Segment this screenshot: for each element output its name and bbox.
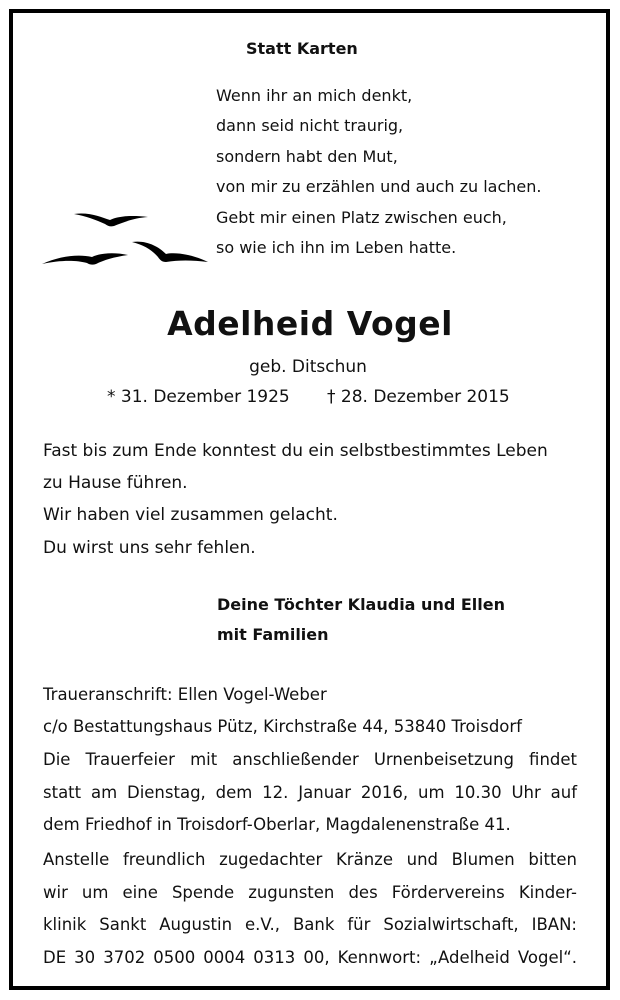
ceremony-line: statt am Dienstag, dem 12. Januar 2016, um 10.30 Uhr auf [43, 782, 577, 802]
address-line: Traueranschrift: Ellen Vogel-Weber [43, 685, 327, 704]
message-line: Du wirst uns sehr fehlen. [43, 537, 256, 558]
ceremony-paragraph [43, 744, 577, 842]
donation-line: Anstelle freundlich zugedachter Kränze und Blumen bitten [43, 850, 577, 869]
death-date: † 28. Dezember 2015 [327, 387, 510, 407]
poem-line: sondern habt den Mut, [216, 146, 398, 166]
deceased-name: Adelheid Vogel [167, 304, 453, 343]
poem-line: von mir zu erzählen und auch zu lachen. [216, 177, 542, 197]
poem [216, 81, 542, 263]
donation-line: klinik Sankt Augustin e.V., Bank für Sozialwirtschaft, IBAN: [43, 915, 577, 934]
poem-line: Gebt mir einen Platz zwischen euch, [216, 207, 507, 227]
poem-line: Wenn ihr an mich denkt, [216, 86, 413, 105]
donation-line: DE 30 3702 0500 0004 0313 00, Kennwort: „Adelheid Vogel“. [43, 947, 577, 967]
poem-line: so wie ich ihn im Leben hatte. [216, 238, 457, 258]
donation-line: wir um eine Spende zugunsten des Fördervereins Kinder- [43, 882, 577, 902]
bird-icon [42, 253, 128, 264]
mourning-address [43, 679, 522, 743]
personal-message [43, 435, 548, 564]
poem-line: dann seid nicht traurig, [216, 116, 404, 136]
ceremony-line: dem Friedhof in Troisdorf-Oberlar, Magdalenenstraße 41. [43, 815, 511, 834]
signature-line: Deine Töchter Klaudia und Ellen [217, 595, 505, 614]
bird-icon [74, 214, 148, 227]
message-line: Fast bis zum Ende konntest du ein selbstbestimmtes Leben [43, 441, 548, 461]
ceremony-line: Die Trauerfeier mit anschließender Urnenbeisetzung findet [43, 750, 577, 769]
mourners-signature [217, 590, 505, 650]
address-line: c/o Bestattungshaus Pütz, Kirchstraße 44, 53840 Troisdorf [43, 717, 522, 736]
donation-paragraph [43, 844, 577, 974]
notice-heading: Statt Karten [246, 39, 358, 58]
message-line: zu Hause führen. [43, 473, 188, 494]
birth-date: * 31. Dezember 1925 [107, 387, 290, 407]
bird-icon [132, 242, 208, 262]
flying-birds-icon [38, 196, 218, 276]
signature-line: mit Familien [217, 625, 329, 644]
maiden-name: geb. Ditschun [249, 357, 367, 377]
message-line: Wir haben viel zusammen gelacht. [43, 505, 338, 526]
